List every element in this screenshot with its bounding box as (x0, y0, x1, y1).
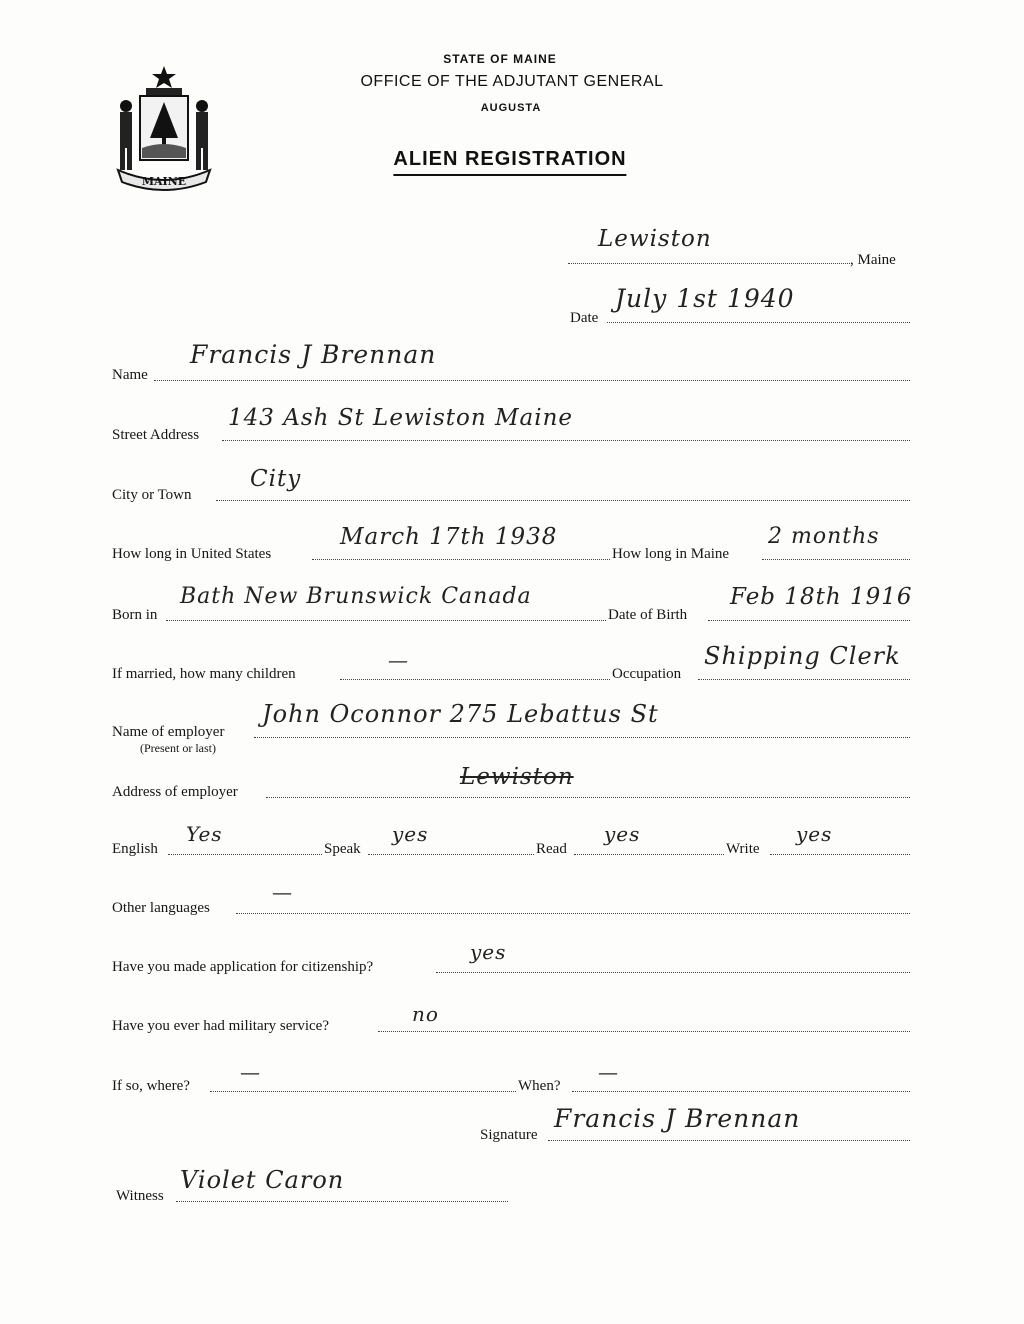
how-long-us-line (312, 559, 610, 560)
signature-line (548, 1140, 910, 1141)
occupation-line (698, 679, 910, 680)
date-label: Date (570, 310, 599, 326)
occupation-label: Occupation (612, 666, 682, 682)
town-value: Lewiston (598, 226, 712, 252)
how-long-us-label: How long in United States (112, 546, 272, 562)
where-line (210, 1091, 516, 1092)
citizenship-label: Have you made application for citizenship? (112, 959, 374, 975)
witness-line (176, 1201, 508, 1202)
employer-line (254, 737, 910, 738)
military-label: Have you ever had military service? (112, 1018, 329, 1034)
other-languages-value: — (272, 880, 293, 904)
married-children-value: — (388, 648, 409, 672)
name-label: Name (112, 367, 148, 383)
born-in-line (166, 620, 606, 621)
employer-address-label: Address of employer (112, 784, 238, 800)
write-value: yes (796, 822, 833, 846)
married-children-label: If married, how many children (112, 666, 296, 682)
date-of-birth-label: Date of Birth (608, 607, 688, 623)
street-address-label: Street Address (112, 427, 200, 443)
witness-label: Witness (116, 1188, 164, 1204)
how-long-us-value: March 17th 1938 (340, 524, 558, 550)
town-line (568, 263, 850, 264)
when-value: — (598, 1060, 619, 1084)
name-line (154, 380, 910, 381)
city-or-town-label: City or Town (112, 487, 192, 503)
employer-label: Name of employer (112, 724, 225, 740)
where-label: If so, where? (112, 1078, 190, 1094)
speak-label: Speak (324, 841, 361, 857)
citizenship-line (436, 972, 910, 973)
born-in-value: Bath New Brunswick Canada (180, 584, 532, 609)
maine-label: , Maine (850, 252, 896, 268)
occupation-value: Shipping Clerk (704, 642, 901, 670)
date-value: July 1st 1940 (615, 284, 795, 313)
read-line (574, 854, 724, 855)
how-long-maine-label: How long in Maine (612, 546, 730, 562)
other-languages-label: Other languages (112, 900, 210, 916)
date-of-birth-line (708, 620, 910, 621)
city-or-town-value: City (250, 466, 302, 492)
read-value: yes (604, 822, 641, 846)
employer-value: John Oconnor 275 Lebattus St (262, 700, 659, 728)
signature-value: Francis J Brennan (554, 1104, 801, 1133)
city-heading: AUGUSTA (480, 102, 542, 114)
citizenship-value: yes (470, 940, 507, 964)
write-label: Write (726, 841, 760, 857)
write-line (770, 854, 910, 855)
seal-text: MAINE (141, 175, 187, 188)
born-in-label: Born in (112, 607, 158, 623)
other-languages-line (236, 913, 910, 914)
form-title: ALIEN REGISTRATION (393, 148, 626, 176)
date-of-birth-value: Feb 18th 1916 (730, 584, 913, 610)
name-value: Francis J Brennan (190, 340, 437, 369)
employer-note: (Present or last) (140, 741, 216, 755)
office-heading: OFFICE OF THE ADJUTANT GENERAL (360, 73, 664, 90)
signature-label: Signature (480, 1127, 538, 1143)
how-long-maine-line (762, 559, 910, 560)
city-or-town-line (216, 500, 910, 501)
when-label: When? (518, 1078, 561, 1094)
date-line (607, 322, 910, 323)
english-line (168, 854, 322, 855)
employer-address-value: Lewiston (460, 764, 574, 790)
when-line (572, 1091, 910, 1092)
how-long-maine-value: 2 months (768, 524, 880, 549)
where-value: — (240, 1060, 261, 1084)
military-line (378, 1031, 910, 1032)
street-address-line (222, 440, 910, 441)
speak-value: yes (392, 822, 429, 846)
speak-line (368, 854, 534, 855)
state-of-maine-seal-icon (110, 62, 218, 194)
military-value: no (412, 1002, 439, 1026)
read-label: Read (536, 841, 567, 857)
employer-address-line (266, 797, 910, 798)
married-children-line (340, 679, 610, 680)
english-value: Yes (186, 822, 223, 846)
witness-value: Violet Caron (180, 1166, 345, 1194)
street-address-value: 143 Ash St Lewiston Maine (228, 405, 574, 431)
english-label: English (112, 841, 158, 857)
state-heading: STATE OF MAINE (443, 52, 557, 66)
